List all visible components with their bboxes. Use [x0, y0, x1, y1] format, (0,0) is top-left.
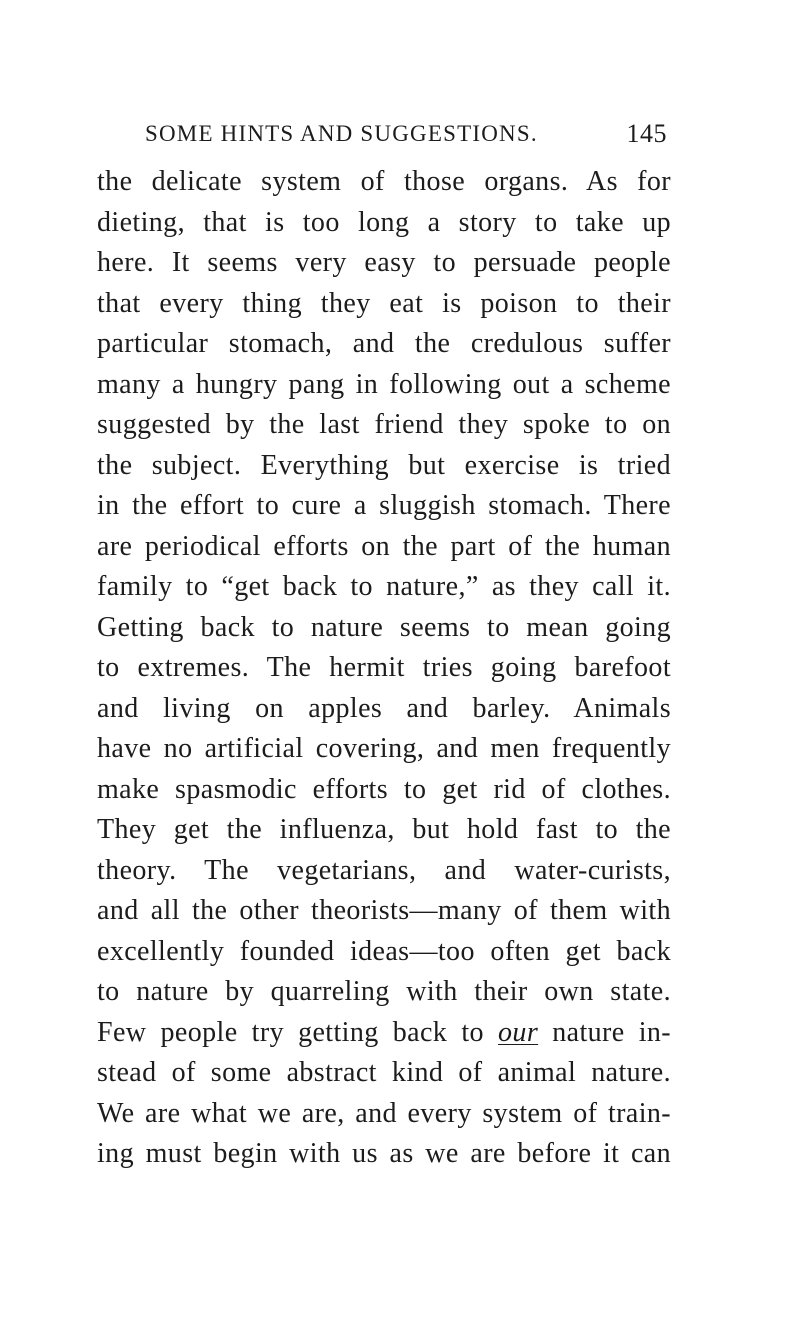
text-line: stead of some abstract kind of animal nature.	[97, 1057, 671, 1088]
page-number: 145	[626, 119, 667, 148]
text-line: particular stomach, and the credulous suffer	[97, 328, 671, 359]
text-line: excellently founded ideas—too often get back	[97, 935, 671, 967]
text-line: in the effort to cure a sluggish stomach. There	[97, 490, 671, 521]
text-line: are periodical efforts on the part of the human	[97, 530, 671, 562]
text-line: many a hungry pang in following out a scheme	[97, 368, 671, 400]
text-line: We are what we are, and every system of train-	[97, 1097, 671, 1129]
text-line: and all the other theorists—many of them with	[97, 895, 671, 926]
text-line: Getting back to nature seems to mean going	[97, 611, 671, 643]
text-line: have no artificial covering, and men frequently	[97, 733, 671, 764]
text-line: that every thing they eat is poison to their	[97, 287, 671, 319]
text-segment: Few people try getting back to	[97, 1016, 499, 1048]
text-line: theory. The vegetarians, and water-curists,	[97, 854, 671, 886]
running-title: SOME HINTS AND SUGGESTIONS.	[145, 121, 538, 146]
text-line: and living on apples and barley. Animals	[97, 692, 671, 724]
text-line: here. It seems very easy to persuade people	[97, 247, 671, 278]
text-segment: nature in-	[538, 1016, 672, 1048]
text-line: suggested by the last friend they spoke to on	[97, 409, 671, 440]
text-line: family to “get back to nature,” as they call it.	[97, 571, 671, 602]
text-line: They get the influenza, but hold fast to the	[97, 814, 671, 845]
emphasized-word: our	[498, 1016, 539, 1048]
text-line: make spasmodic efforts to get rid of clothes.	[97, 773, 671, 805]
text-line: to extremes. The hermit tries going barefoot	[97, 652, 671, 683]
running-head	[145, 116, 667, 152]
text-line: ing must begin with us as we are before it can	[97, 1138, 671, 1169]
body-text	[97, 162, 671, 1175]
text-line: the delicate system of those organs. As for	[97, 166, 671, 197]
text-line-with-emphasis	[97, 1013, 671, 1054]
text-line: to nature by quarreling with their own state.	[97, 976, 671, 1007]
text-line: dieting, that is too long a story to take up	[97, 206, 671, 238]
text-line: the subject. Everything but exercise is tried	[97, 449, 671, 481]
